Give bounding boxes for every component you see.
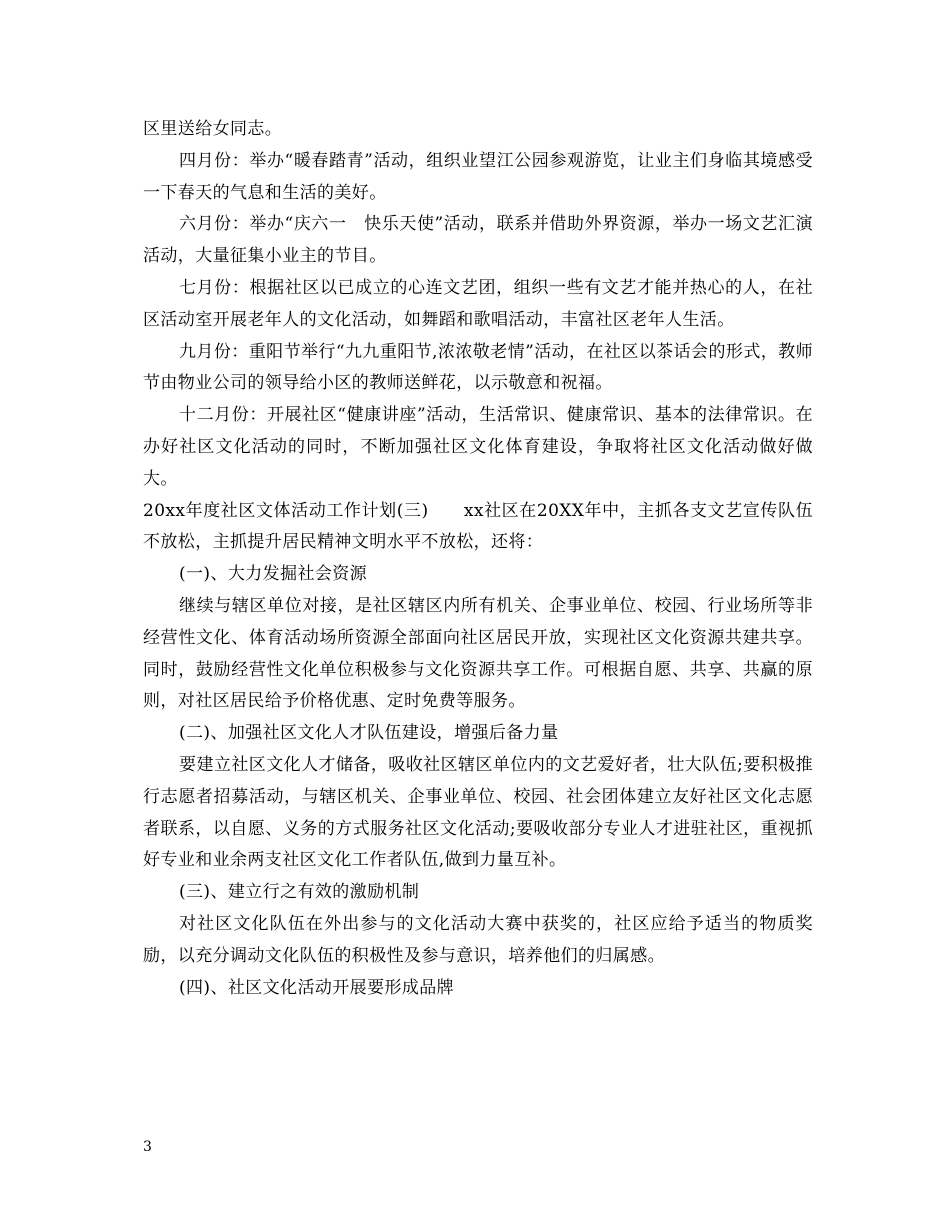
plan-three-intro: 20xx年度社区文体活动工作计划(三) xx社区在20XX年中，主抓各支文艺宣传队伍不放松，主抓提升居民精神文明水平不放松，还将： — [143, 500, 813, 553]
section-heading-2: (二)、加强社区文化人才队伍建设，增强后备力量 — [179, 723, 559, 744]
document-body — [143, 114, 813, 1004]
paragraph-december: 十二月份：开展社区“健康讲座”活动，生活常识、健康常识、基本的法律常识。在办好社区文化活动的同时，不断加强社区文化体育建设，争取将社区文化活动做好做大。 — [143, 405, 813, 489]
paragraph-july: 七月份：根据社区以已成立的心连文艺团，组织一些有文艺才能并热心的人，在社区活动室开展老年人的文化活动，如舞蹈和歌唱活动，丰富社区老年人生活。 — [143, 277, 813, 330]
paragraph-april: 四月份：举办“暖春踏青”活动，组织业望江公园参观游览，让业主们身临其境感受一下春天的气息和生活的美好。 — [143, 150, 813, 203]
paragraph-continuation: 区里送给女同志。 — [143, 119, 283, 139]
section-body-2: 要建立社区文化人才储备，吸收社区辖区单位内的文艺爱好者，壮大队伍;要积极推行志愿者招募活动，与辖区机关、企事业单位、校园、社会团体建立友好社区文化志愿者联系，以自愿、义务的方式服务社区文化活动;要吸收部分专业人才进驻社区，重视抓好专业和业余两支社区文化工作者队伍,做到力量互补。 — [143, 754, 813, 871]
section-body-1: 继续与辖区单位对接，是社区辖区内所有机关、企事业单位、校园、行业场所等非经营性文化、体育活动场所资源全部面向社区居民开放，实现社区文化资源共建共享。同时，鼓励经营性文化单位积极参与文化资源共享工作。可根据自愿、共享、共赢的原则，对社区居民给予价格优惠、定时免费等服务。 — [143, 595, 813, 712]
section-heading-1: (一)、大力发掘社会资源 — [179, 564, 368, 585]
section-heading-4: (四)、社区文化活动开展要形成品牌 — [179, 977, 455, 998]
page-number: 3 — [143, 1139, 152, 1155]
section-heading-3: (三)、建立行之有效的激励机制 — [179, 882, 420, 903]
paragraph-september: 九月份：重阳节举行“九九重阳节,浓浓敬老情”活动，在社区以茶话会的形式，教师节由物业公司的领导给小区的教师送鲜花，以示敬意和祝福。 — [143, 341, 813, 394]
paragraph-june: 六月份：举办“庆六一 快乐天使”活动，联系并借助外界资源，举办一场文艺汇演活动，大量征集小业主的节目。 — [143, 214, 813, 267]
section-body-3: 对社区文化队伍在外出参与的文化活动大赛中获奖的，社区应给予适当的物质奖励，以充分调动文化队伍的积极性及参与意识，培养他们的归属感。 — [143, 913, 813, 966]
